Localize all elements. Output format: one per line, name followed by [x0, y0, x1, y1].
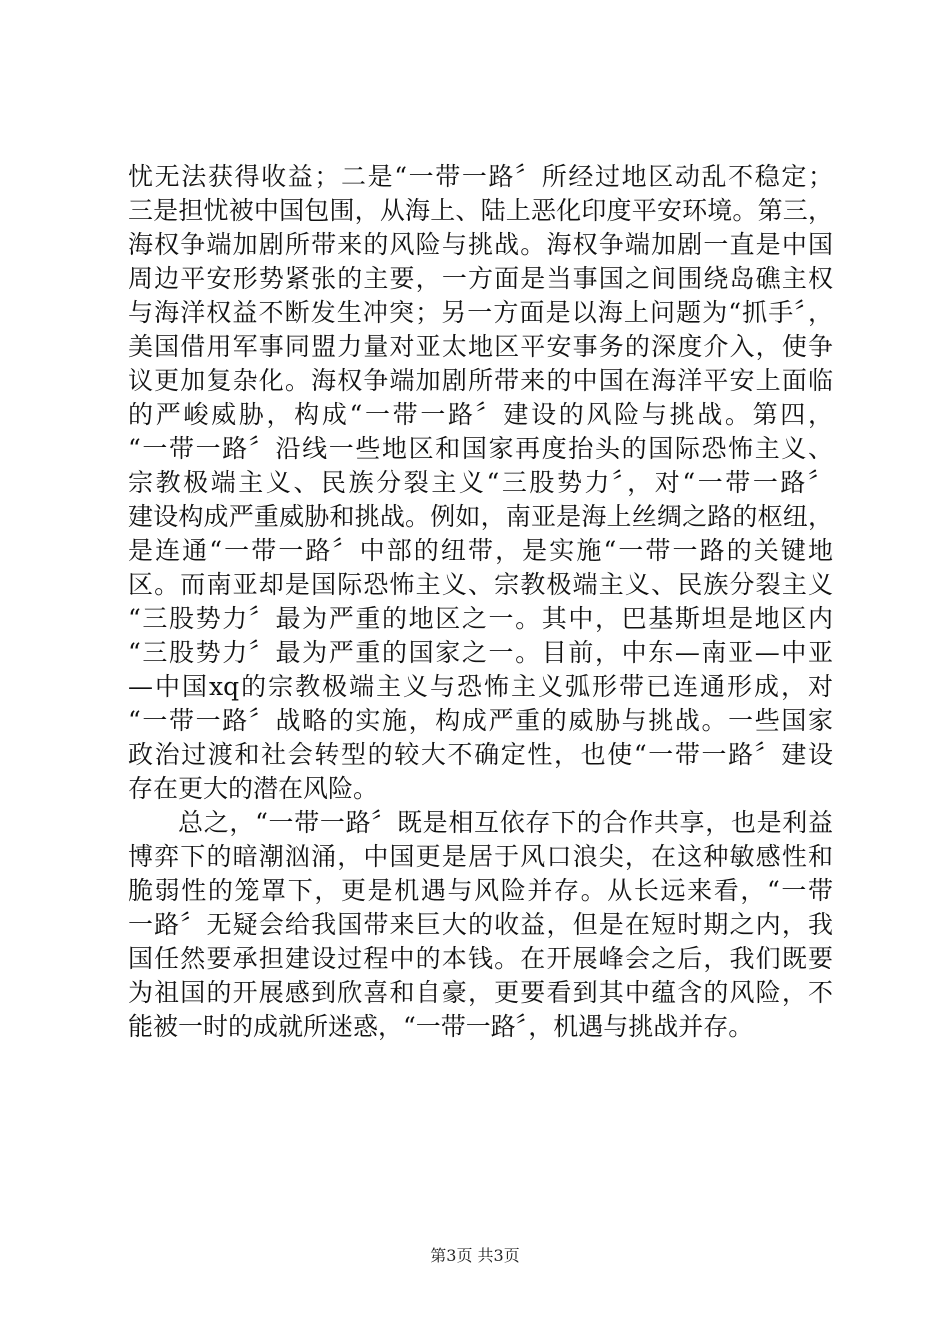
text-line: 与海洋权益不断发生冲突；另一方面是以海上问题为“抓手〞， [128, 298, 833, 327]
text-line: “三股势力〞最为严重的地区之一。其中，巴基斯坦是地区内 [128, 604, 833, 633]
text-line: 为祖国的开展感到欣喜和自豪，更要看到其中蕴含的风险，不 [128, 978, 833, 1007]
text-line: “一带一路〞沿线一些地区和国家再度抬头的国际恐怖主义、 [128, 434, 833, 463]
text-line: 总之，“一带一路〞既是相互依存下的合作共享，也是利益 [178, 808, 833, 837]
text-line: —中国xq的宗教极端主义与恐怖主义弧形带已连通形成，对 [128, 672, 833, 701]
text-line: 忧无法获得收益；二是“一带一路〞所经过地区动乱不稳定； [128, 162, 833, 191]
text-line: “三股势力〞最为严重的国家之一。目前，中东—南亚—中亚 [128, 638, 833, 667]
text-line: 一路〞无疑会给我国带来巨大的收益，但是在短时期之内，我 [128, 910, 833, 939]
text-line: 建设构成严重威胁和挑战。例如，南亚是海上丝绸之路的枢纽， [128, 502, 833, 531]
text-line: 宗教极端主义、民族分裂主义“三股势力〞，对“一带一路〞 [128, 468, 833, 497]
text-line: 政治过渡和社会转型的较大不确定性，也使“一带一路〞建设 [128, 740, 833, 769]
text-line: 存在更大的潜在风险。 [128, 774, 379, 803]
text-line: 区。而南亚却是国际恐怖主义、宗教极端主义、民族分裂主义 [128, 570, 833, 599]
text-line: “一带一路〞战略的实施，构成严重的威胁与挑战。一些国家 [128, 706, 833, 735]
text-line: 的严峻威胁，构成“一带一路〞建设的风险与挑战。第四， [128, 400, 833, 429]
text-line: 国任然要承担建设过程中的本钱。在开展峰会之后，我们既要 [128, 944, 833, 973]
text-line: 海权争端加剧所带来的风险与挑战。海权争端加剧一直是中国 [128, 230, 833, 259]
text-line: 是连通“一带一路〞中部的纽带，是实施“一带一路的关键地 [128, 536, 833, 565]
text-line: 美国借用军事同盟力量对亚太地区平安事务的深度介入，使争 [128, 332, 833, 361]
text-line: 脆弱性的笼罩下，更是机遇与风险并存。从长远来看，“一带 [128, 876, 833, 905]
text-line: 三是担忧被中国包围，从海上、陆上恶化印度平安环境。第三， [128, 196, 833, 225]
text-line: 能被一时的成就所迷惑，“一带一路〞，机遇与挑战并存。 [128, 1012, 754, 1041]
text-line: 博弈下的暗潮汹涌，中国更是居于风口浪尖，在这种敏感性和 [128, 842, 833, 871]
page-number-footer: 第3页 共3页 [430, 1246, 520, 1265]
text-line: 周边平安形势紧张的主要，一方面是当事国之间围绕岛礁主权 [128, 264, 833, 293]
paragraph-1 [128, 160, 833, 806]
text-line: 议更加复杂化。海权争端加剧所带来的中国在海洋平安上面临 [128, 366, 833, 395]
paragraph-2 [128, 806, 833, 1044]
body-text [128, 160, 833, 1044]
